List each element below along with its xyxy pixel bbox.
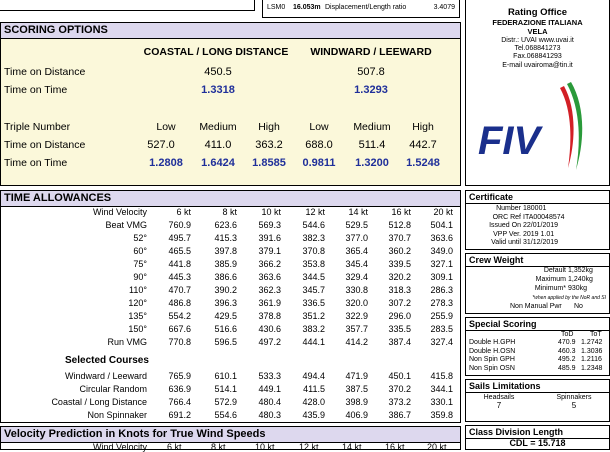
selected-course-value: 398.9 [345,396,368,407]
certificate-title: Certificate [469,192,514,202]
allowance-value: 345.7 [302,284,325,295]
wind-8kt: 8 kt [222,206,237,217]
triple-tod-medium-2: 511.4 [358,139,386,151]
allowance-value: 390.2 [214,284,237,295]
allowance-value: 363.6 [258,271,281,282]
crew-weight-title: Crew Weight [469,255,524,265]
certificate-label: Valid until [491,239,521,246]
level-medium-2: Medium [353,121,391,133]
rating-office-line-6: E-mail uvairoma@tin.it [502,62,573,69]
allowance-row [1,257,453,270]
selected-course-row [1,382,453,395]
allowance-value: 335.5 [388,323,411,334]
certificate-panel [465,190,610,250]
level-high-2: High [412,121,434,133]
allowance-value: 351.2 [302,310,325,321]
allowance-value: 349.0 [430,245,453,256]
special-scoring-tod: 470.9 [558,339,576,346]
special-scoring-panel [465,317,610,376]
tot-windward-value: 1.3293 [354,84,388,96]
selected-course-label: Coastal / Long Distance [51,396,147,407]
crew-weight-value: 1,352kg [568,267,593,274]
allowance-value: 504.1 [430,219,453,230]
special-scoring-tot: 1.2116 [581,356,602,363]
time-allowances-table [1,205,453,218]
allowance-value: 365.4 [345,245,368,256]
allowance-value: 623.6 [214,219,237,230]
allowance-row [1,335,453,348]
allowance-row [1,218,453,231]
fiv-logo [472,78,606,182]
selected-course-label: Windward / Leeward [64,370,147,381]
certificate-value: 31/12/2019 [523,239,559,246]
tod-row-label: Time on Distance [4,66,86,78]
special-scoring-tot: 1.3036 [581,347,603,355]
allowance-label: 150° [128,323,147,334]
allowance-label: Run VMG [107,336,147,347]
certificate-label: Issued On [489,222,521,229]
allowance-row [1,296,453,309]
allowance-value: 444.1 [302,336,325,347]
allowance-value: 330.8 [345,284,368,295]
allowance-value: 296.0 [388,310,411,321]
top-strip-label: Displacement/Length ratio [325,4,407,11]
rating-office-line-4: Tel.068841273 [514,45,561,52]
top-left-edge [0,0,255,11]
special-scoring-title: Special Scoring [469,319,537,329]
sails-limitations-title: Sails Limitations [469,381,541,391]
allowance-value: 391.6 [258,232,281,243]
triple-tot-label: Time on Time [4,157,68,169]
allowance-value: 307.2 [388,297,411,308]
selected-course-value: 387.5 [345,383,368,394]
allowance-value: 495.7 [168,232,191,243]
allowance-value: 366.2 [258,258,281,269]
headsails-label: Headsails [483,394,515,401]
allowance-row [1,244,453,257]
tot-row-label: Time on Time [4,84,68,96]
top-strip-value: 16.053m [293,4,321,11]
triple-tot-high-2: 1.5248 [406,157,440,169]
special-scoring-label: Double H.GPH [469,339,516,346]
level-medium-1: Medium [199,121,237,133]
selected-course-value: 471.9 [345,370,368,381]
vp-wind-14kt: 14 kt [342,442,362,452]
scoring-options-panel [0,22,461,186]
wind-10kt: 10 kt [261,206,281,217]
allowance-label: 120° [128,297,147,308]
selected-course-value: 344.1 [430,383,453,394]
selected-course-value: 554.6 [214,409,237,420]
selected-course-value: 766.4 [168,396,191,407]
rating-office-line-2: VELA [527,27,548,36]
wind-14kt: 14 kt [348,206,368,217]
special-scoring-tod: 460.3 [558,347,576,355]
allowance-rows-table [1,218,453,348]
selected-course-label: Non Spinnaker [87,409,147,420]
top-strip-code: LSM0 [267,4,286,11]
certificate-value: ITA00048574 [523,213,565,221]
allowance-value: 512.8 [388,219,411,230]
allowance-value: 544.6 [302,219,325,230]
class-division-title: Class Division Length [469,427,564,437]
selected-course-value: 494.4 [302,370,325,381]
special-scoring-label: Double H.OSN [469,347,516,355]
vp-wind-10kt: 10 kt [255,442,275,452]
selected-course-row [1,395,453,408]
vp-wind-velocity-label: Wind Velocity [93,442,148,452]
triple-tod-label: Time on Distance [4,139,86,151]
allowance-value: 385.9 [214,258,237,269]
rating-office-line-5: Fax.068841293 [513,53,562,60]
non-manual-power-value: No [574,303,583,310]
selected-course-value: 610.1 [214,370,237,381]
wind-velocity-row [1,205,453,218]
allowance-value: 370.7 [388,232,411,243]
selected-course-value: 373.2 [388,396,411,407]
allowance-value: 362.3 [258,284,281,295]
allowance-value: 345.4 [345,258,368,269]
triple-tot-medium-2: 1.3200 [355,157,389,169]
special-scoring-tot: 1.2742 [581,339,603,346]
triple-tod-low-1: 527.0 [147,139,175,151]
allowance-value: 486.8 [168,297,191,308]
allowance-value: 414.2 [345,336,368,347]
allowance-value: 554.2 [168,310,191,321]
selected-courses-title: Selected Courses [65,355,149,366]
allowance-value: 377.0 [345,232,368,243]
rating-office-line-1: FEDERAZIONE ITALIANA [492,18,583,27]
velocity-prediction-header: Velocity Prediction in Knots for True Wind Speeds [1,427,460,443]
allowance-value: 465.5 [168,245,191,256]
allowance-label: Beat VMG [105,219,147,230]
crew-weight-value: 1,240kg [568,276,593,283]
vp-wind-6kt: 6 kt [167,442,182,452]
selected-course-value: 533.3 [258,370,281,381]
wind-6kt: 6 kt [176,206,191,217]
selected-course-value: 406.9 [345,409,368,420]
allowance-value: 430.6 [258,323,281,334]
allowance-value: 318.3 [388,284,411,295]
selected-course-value: 415.8 [430,370,453,381]
selected-course-value: 386.7 [388,409,411,420]
non-manual-power-label: Non Manual Pwr [510,303,562,310]
allowance-row [1,322,453,335]
certificate-label: VPP Ver. [493,230,521,238]
allowance-value: 470.7 [168,284,191,295]
rating-office-panel [465,0,610,186]
tod-windward-value: 507.8 [357,66,385,78]
selected-course-value: 449.1 [258,383,281,394]
wind-20kt: 20 kt [433,206,453,217]
allowance-label: 135° [128,310,147,321]
allowance-value: 344.5 [302,271,325,282]
allowance-value: 353.8 [302,258,325,269]
selected-course-value: 636.9 [168,383,191,394]
selected-course-value: 435.9 [302,409,325,420]
triple-tod-low-2: 688.0 [305,139,333,151]
allowance-row [1,283,453,296]
vp-wind-12kt: 12 kt [299,442,319,452]
allowance-value: 429.5 [214,310,237,321]
allowance-value: 396.3 [214,297,237,308]
allowance-value: 320.2 [388,271,411,282]
certificate-label: ORC Ref [492,213,521,221]
special-scoring-tod: 495.2 [558,356,576,363]
allowance-value: 760.9 [168,219,191,230]
wind-velocity-label: Wind Velocity [92,206,147,217]
top-strip-ratio: 3.4079 [433,4,455,11]
certificate-value: 2019 1.01 [523,230,555,238]
selected-course-value: 411.5 [303,383,325,394]
allowance-value: 363.6 [430,232,453,243]
allowance-label: 75° [133,258,147,269]
level-high-1: High [258,121,280,133]
allowance-value: 327.4 [430,336,453,347]
certificate-value: 22/01/2019 [523,222,559,229]
allowance-value: 278.3 [430,297,453,308]
allowance-value: 322.9 [345,310,368,321]
rating-office-line-3: Distr.: UVAI www.uvai.it [501,37,574,44]
special-scoring-tod-header: ToD [561,331,574,338]
triple-tod-high-1: 363.2 [255,139,283,151]
allowance-label: 90° [133,271,147,282]
selected-course-row [1,369,453,382]
allowance-value: 569.3 [258,219,281,230]
selected-course-value: 428.0 [302,396,325,407]
selected-course-value: 359.8 [430,409,453,420]
allowance-value: 320.0 [345,297,368,308]
headsails-value: 7 [496,401,502,410]
triple-tot-medium-1: 1.6424 [201,157,235,169]
top-strip [262,0,460,18]
selected-course-label: Circular Random [79,383,147,394]
triple-tod-medium-1: 411.0 [204,139,232,151]
selected-course-value: 514.1 [214,383,237,394]
class-division-value: CDL = 15.718 [509,438,566,448]
allowance-value: 441.8 [168,258,191,269]
allowance-value: 386.6 [214,271,237,282]
tod-coastal-value: 450.5 [204,66,232,78]
coastal-column-header: COASTAL / LONG DISTANCE [143,46,289,58]
special-scoring-tot: 1.2348 [581,364,603,372]
allowance-value: 387.4 [388,336,411,347]
time-allowances-panel [0,190,461,423]
allowance-value: 361.9 [258,297,281,308]
allowance-value: 255.9 [430,310,453,321]
tot-coastal-value: 1.3318 [201,84,235,96]
selected-course-value: 765.9 [168,370,191,381]
special-scoring-tod: 485.9 [558,364,576,372]
spinnakers-label: Spinnakers [556,394,592,401]
selected-course-value: 330.1 [430,396,453,407]
allowance-value: 379.1 [258,245,281,256]
fiv-logo-text: FIV [478,119,541,163]
allowance-value: 283.5 [430,323,453,334]
selected-course-value: 480.4 [258,396,281,407]
certificate-value: 180001 [523,205,547,212]
selected-course-value: 370.2 [388,383,411,394]
special-scoring-label: Non Spin GPH [469,356,515,363]
allowance-value: 596.5 [214,336,237,347]
selected-course-value: 691.2 [168,409,191,420]
triple-tot-low-2: 0.9811 [302,157,336,169]
certificate-label: Number [496,205,521,212]
allowance-value: 329.4 [345,271,368,282]
crew-weight-panel [465,253,610,314]
scoring-options-header: SCORING OPTIONS [1,23,460,39]
allowance-value: 360.2 [388,245,411,256]
allowance-label: 52° [133,232,147,243]
level-low-2: Low [309,121,329,133]
selected-course-value: 572.9 [214,396,237,407]
allowance-value: 339.5 [388,258,411,269]
level-low-1: Low [156,121,176,133]
allowance-row [1,270,453,283]
allowance-value: 309.1 [430,271,453,282]
vp-wind-8kt: 8 kt [211,442,226,452]
allowance-value: 383.2 [302,323,325,334]
allowance-value: 445.3 [168,271,191,282]
allowance-label: 110° [129,284,147,295]
allowance-value: 327.1 [430,258,453,269]
allowance-value: 336.5 [302,297,325,308]
sails-limitations-panel [465,379,610,422]
allowance-row [1,309,453,322]
triple-number-label: Triple Number [4,121,71,133]
velocity-prediction-panel [0,426,461,450]
allowance-value: 397.8 [214,245,237,256]
class-division-panel [465,425,610,450]
wind-16kt: 16 kt [391,206,411,217]
crew-weight-value: 930kg [568,285,588,292]
wind-12kt: 12 kt [305,206,325,217]
selected-courses-table [1,369,453,421]
selected-course-value: 450.1 [388,370,411,381]
triple-tod-high-2: 442.7 [409,139,437,151]
time-allowances-header: TIME ALLOWANCES [1,191,460,207]
allowance-label: 60° [133,245,147,256]
crew-weight-note: *when applied by the NoR and SI [532,295,606,301]
windward-column-header: WINDWARD / LEEWARD [310,46,432,58]
allowance-value: 286.3 [430,284,453,295]
allowance-value: 357.7 [345,323,368,334]
special-scoring-tot-header: ToT [590,331,602,338]
crew-weight-label: Minimum* [534,285,566,292]
allowance-value: 415.3 [214,232,237,243]
allowance-value: 378.8 [258,310,281,321]
allowance-value: 667.6 [168,323,191,334]
allowance-value: 770.8 [168,336,191,347]
allowance-value: 382.3 [302,232,325,243]
allowance-value: 370.8 [302,245,325,256]
triple-tot-low-1: 1.2808 [149,157,183,169]
selected-course-row [1,408,453,421]
vp-wind-20kt: 20 kt [427,442,447,452]
special-scoring-label: Non Spin OSN [469,364,515,372]
crew-weight-label: Default [543,267,566,274]
allowance-value: 497.2 [258,336,281,347]
allowance-value: 516.6 [214,323,237,334]
allowance-row [1,231,453,244]
rating-office-title: Rating Office [507,7,568,18]
selected-course-value: 480.3 [258,409,281,420]
triple-tot-high-1: 1.8585 [252,157,286,169]
spinnakers-value: 5 [571,401,577,410]
allowance-value: 529.5 [345,219,368,230]
crew-weight-label: Maximum [535,276,566,283]
vp-wind-16kt: 16 kt [385,442,405,452]
